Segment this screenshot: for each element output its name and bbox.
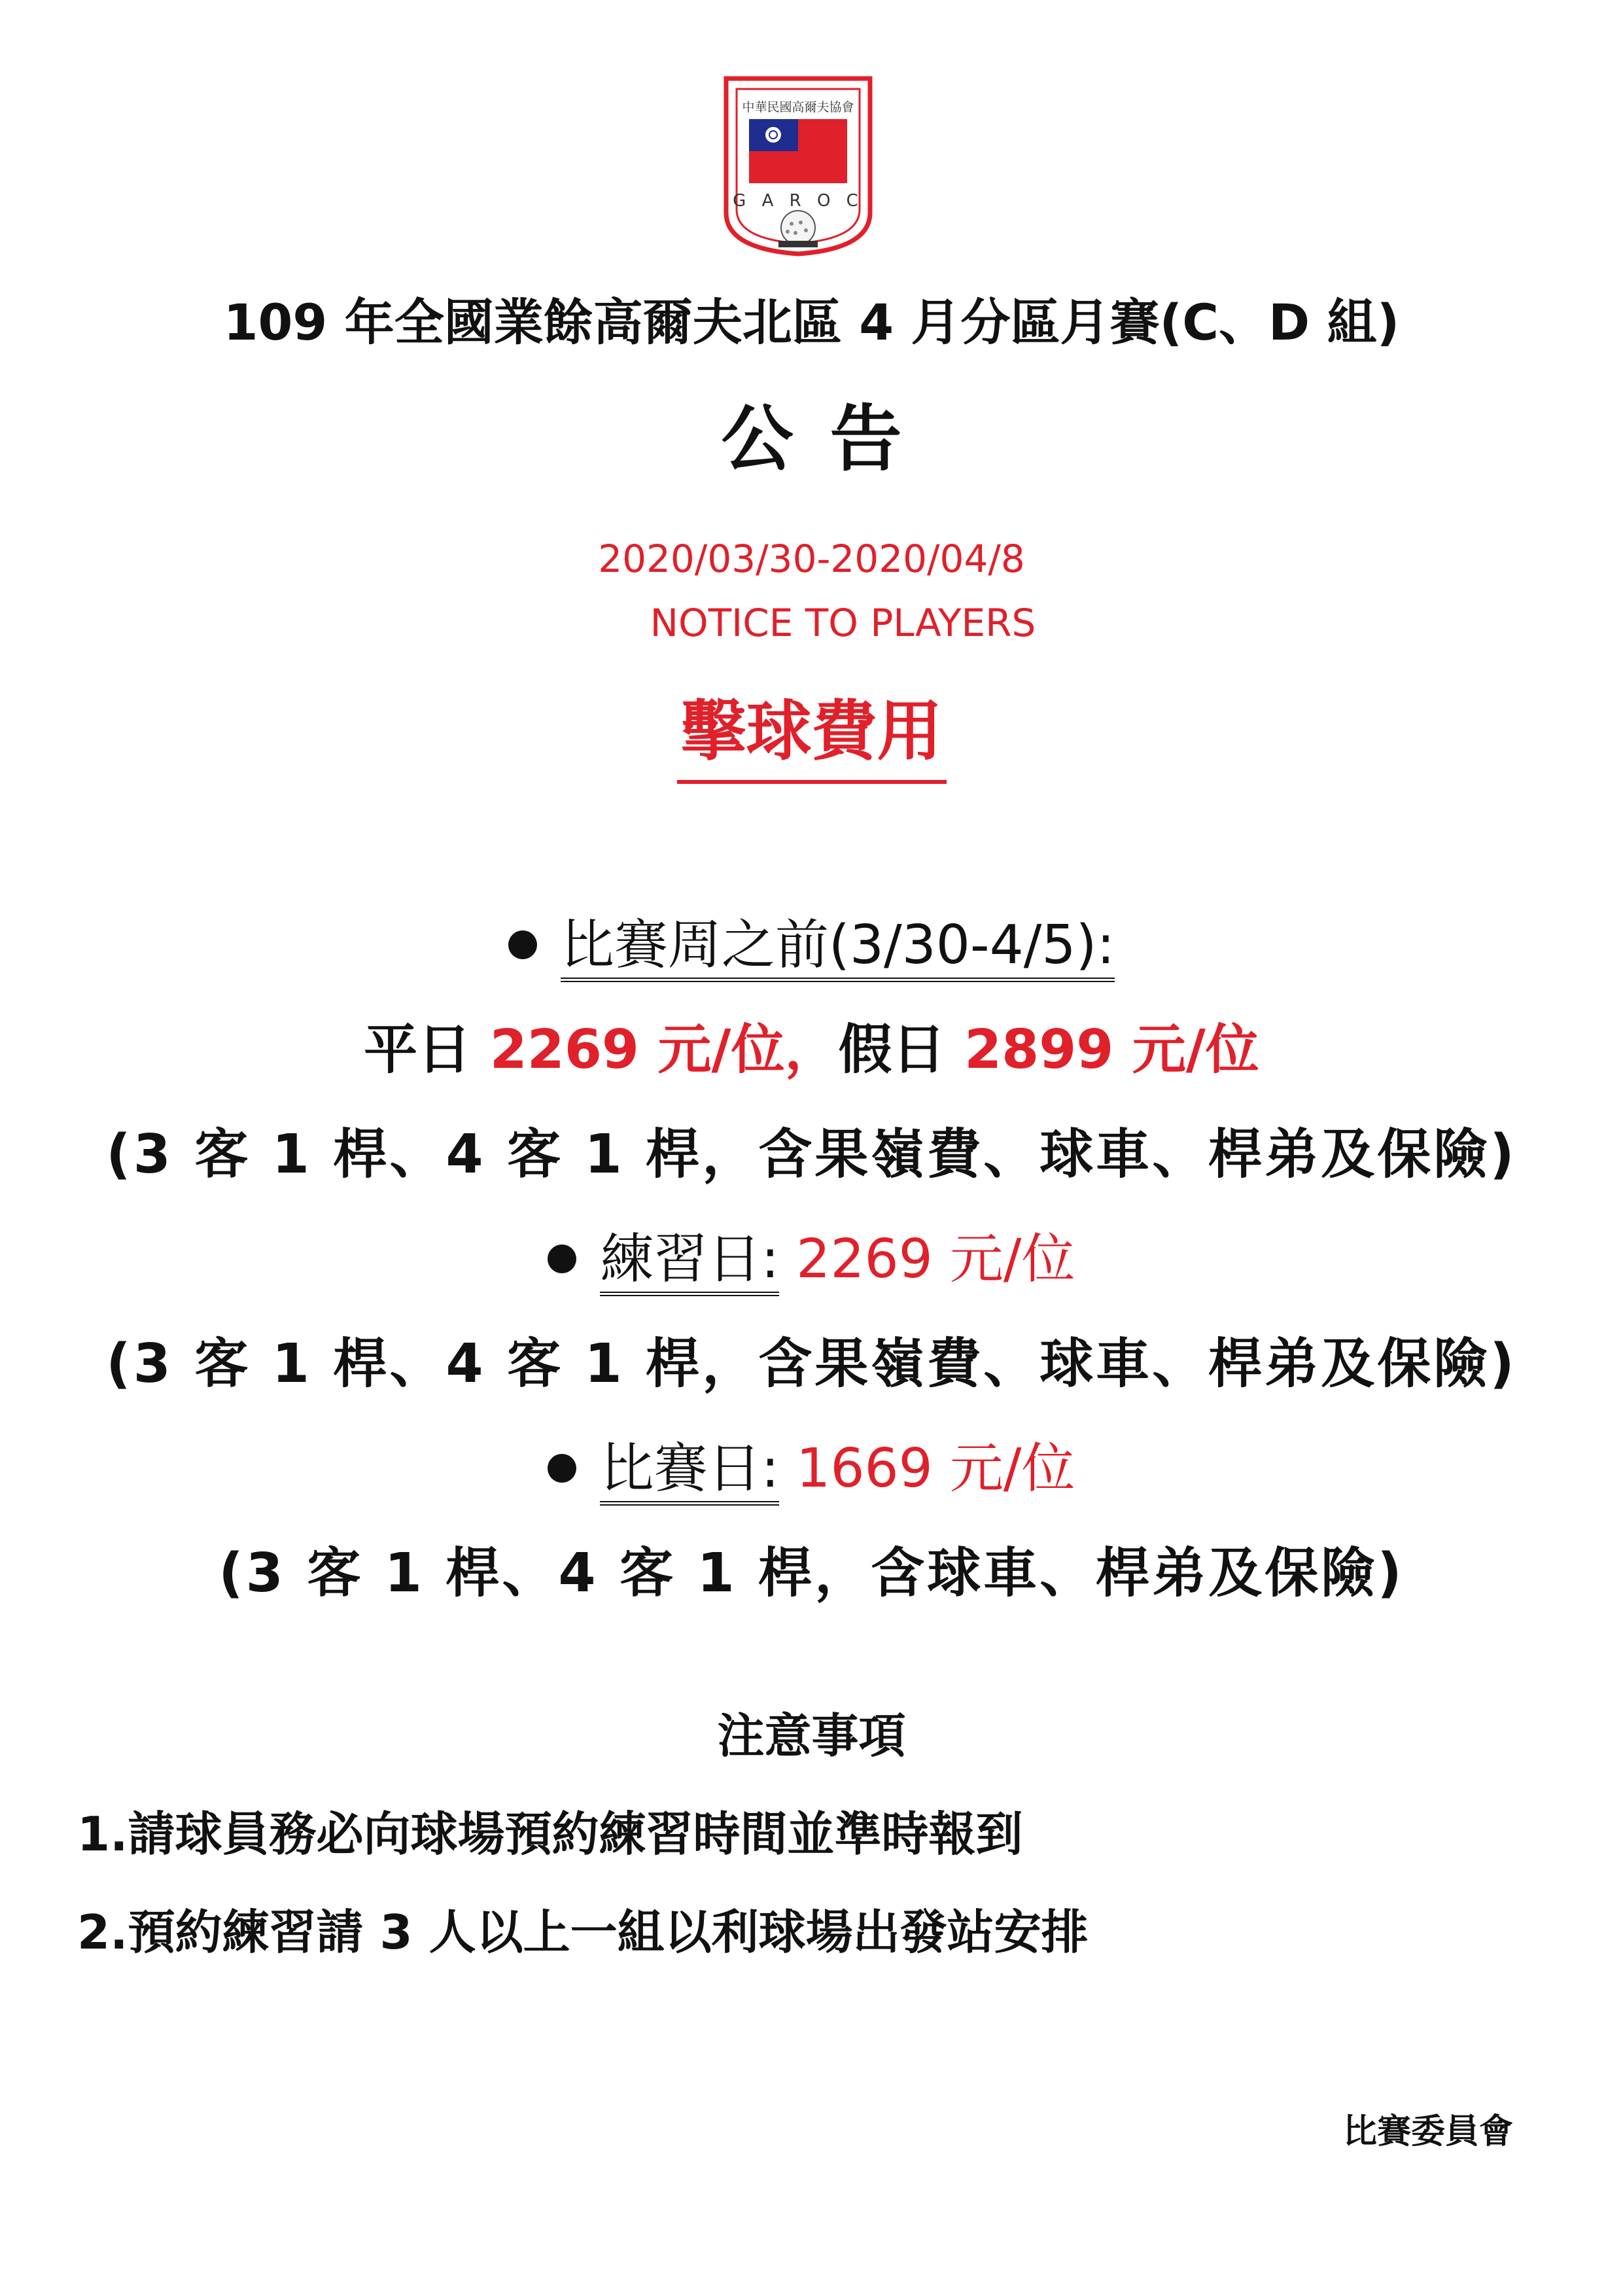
practice-price: 2269 元/位 <box>796 1228 1075 1290</box>
notice-subtitle: 公告 <box>721 397 939 481</box>
weekday-price: 2269 元/位 <box>489 1019 785 1081</box>
committee-signature: 比賽委員會 <box>1342 2112 1513 2151</box>
practice-note: (3 客 1 桿、4 客 1 桿，含果嶺費、球車、桿弟及保險) <box>106 1333 1517 1395</box>
garoc-logo <box>720 72 877 258</box>
pre-week-label: 比賽周之前(3/30-4/5): <box>561 914 1115 982</box>
practice-label: 練習日: <box>600 1228 779 1296</box>
section-title-wrap <box>0 686 1623 784</box>
notes-heading: 注意事項 <box>717 1708 906 1763</box>
practice-heading <box>0 1220 1623 1299</box>
pre-week-note: (3 客 1 桿、4 客 1 桿，含果嶺費、球車、桿弟及保險) <box>106 1123 1517 1186</box>
holiday-price: 2899 元/位 <box>964 1019 1259 1081</box>
match-price: 1669 元/位 <box>796 1438 1075 1500</box>
svg-text:中華民國高爾夫協會: 中華民國高爾夫協會 <box>742 100 854 115</box>
note-item: 2.預約練習請 3 人以上一組以利球場出發站安排 <box>77 1905 1089 1960</box>
weekday-label: 平日 <box>364 1019 472 1081</box>
section-title: 擊球費用 <box>677 686 947 784</box>
svg-text:G A R O C: G A R O C <box>733 191 864 211</box>
bullet-icon <box>508 930 537 959</box>
holiday-label: 假日 <box>838 1019 946 1081</box>
date-range: 2020/03/30-2020/04/8 <box>598 537 1025 581</box>
match-label: 比賽日: <box>600 1438 779 1506</box>
note-item: 1.請球員務必向球場預約練習時間並準時報到 <box>77 1807 1023 1862</box>
match-heading <box>0 1430 1623 1508</box>
bullet-icon <box>548 1454 576 1483</box>
bullet-icon <box>548 1245 576 1273</box>
pre-week-prices <box>0 1011 1623 1089</box>
match-note: (3 客 1 桿、4 客 1 桿，含球車、桿弟及保險) <box>218 1542 1405 1604</box>
notice-to-players: NOTICE TO PLAYERS <box>650 601 1036 645</box>
price-separator: ， <box>784 1019 839 1081</box>
pre-week-heading <box>0 906 1623 985</box>
notice-title: 109 年全國業餘高爾夫北區 4 月分區月賽(C、D 組) <box>223 293 1400 351</box>
